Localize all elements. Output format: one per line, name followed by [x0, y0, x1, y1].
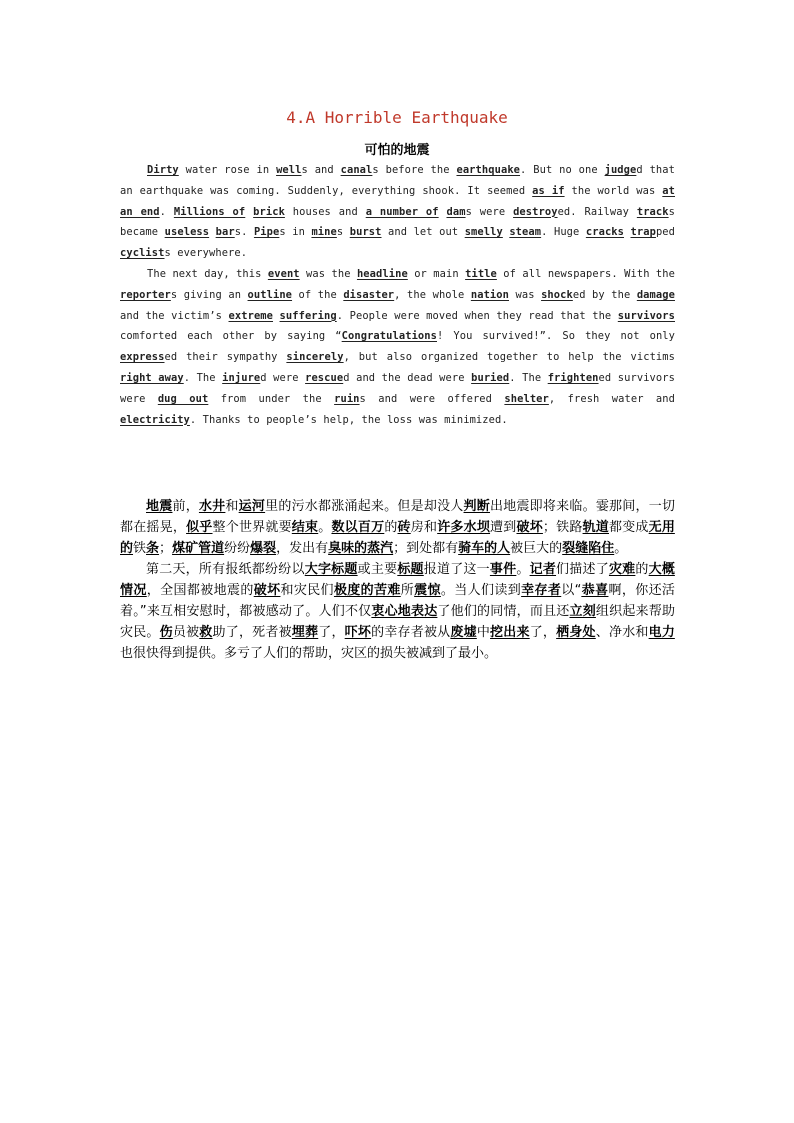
vocab-term: dug out — [157, 392, 209, 405]
vocab-term: trap — [630, 226, 656, 239]
text-run: ；铁路 — [542, 520, 583, 535]
text-run: 铁 — [133, 541, 147, 556]
text-run: 也很快得到提供。多亏了人们的帮助，灾区的损失被减到了最小。 — [120, 646, 498, 661]
vocab-term: event — [267, 267, 300, 280]
text-run: was — [509, 288, 542, 301]
vocab-term: sincerely — [286, 351, 344, 364]
text-run: water rose in — [178, 164, 277, 176]
vocab-term: ruin — [334, 392, 360, 405]
vocab-term: outline — [247, 288, 293, 301]
vocab-term: 破坏 — [253, 583, 281, 598]
text-run: . — [159, 205, 174, 218]
text-run: 整个世界就要 — [212, 520, 292, 535]
vocab-term: 震惊 — [414, 583, 441, 598]
text-run: ，全国都被地震的 — [146, 583, 254, 598]
text-run: . Huge — [541, 226, 586, 239]
text-run: ed their sympathy — [164, 351, 287, 364]
vocab-term: Pipe — [253, 226, 280, 239]
vocab-term: track — [636, 205, 669, 218]
text-run: 。 — [614, 541, 628, 556]
vocab-term: survivors — [617, 309, 675, 322]
vocab-term: 运河 — [238, 499, 266, 514]
text-run: ，你还活着。”来互相安慰时，都被感动了。人们不仅 — [120, 583, 675, 619]
vocab-term: useless — [164, 226, 210, 239]
vocab-term: 判断 — [463, 499, 490, 514]
vocab-term: 砖 — [397, 520, 411, 535]
vocab-term: 许多水坝 — [437, 520, 491, 535]
vocab-term: canal — [340, 164, 373, 176]
vocab-term: at an end — [120, 184, 676, 218]
text-run: s — [336, 226, 350, 239]
text-run: 房和 — [410, 520, 438, 535]
vocab-term: buried — [471, 371, 510, 384]
vocab-term: judge — [604, 164, 637, 176]
vocab-term: rescue — [305, 371, 344, 384]
text-run: comforted each other by saying “ — [120, 330, 342, 343]
text-run: , fresh water and — [548, 392, 675, 405]
text-run: ，发出有 — [276, 541, 329, 556]
text-run: . But no one — [520, 164, 605, 176]
text-run: or main — [407, 267, 466, 280]
vocab-term: burst — [349, 226, 382, 239]
vocab-term: 住 — [601, 541, 615, 556]
vocab-term: 数以百万 — [331, 520, 385, 535]
vocab-term: 伤 — [159, 625, 173, 640]
vocab-term: steam — [509, 226, 542, 239]
text-run: of the — [292, 288, 344, 301]
vocab-term: well — [276, 164, 302, 176]
vocab-term: 挖出来 — [490, 625, 530, 640]
english-paragraph — [120, 160, 675, 264]
text-run: s and — [301, 164, 341, 176]
vocab-term: 吓坏 — [344, 625, 372, 640]
vocab-term: 栖身处 — [556, 625, 596, 640]
text-run: 啊 — [608, 583, 622, 598]
vocab-term: damage — [636, 288, 675, 301]
vocab-term: 事件 — [489, 562, 517, 577]
vocab-term: title — [465, 267, 497, 280]
vocab-term: cracks — [585, 226, 625, 239]
text-run: 了， — [318, 625, 345, 640]
text-run: 的 — [635, 562, 649, 577]
vocab-term: 条 — [146, 541, 160, 556]
vocab-term: 爆裂 — [250, 541, 277, 556]
vocab-term: Millions of — [173, 205, 246, 218]
vocab-term: reporter — [120, 288, 171, 301]
english-passage — [120, 160, 675, 430]
text-run: 。 — [318, 520, 332, 535]
vocab-term: right away — [120, 371, 184, 384]
vocab-term: 破坏 — [516, 520, 543, 535]
vocab-term: 轨道 — [582, 520, 609, 535]
text-run: ped — [655, 226, 676, 239]
text-run: 所 — [400, 583, 415, 598]
vocab-term: suffering — [279, 309, 337, 322]
text-run: . The — [509, 371, 548, 384]
text-run: s became — [120, 205, 675, 239]
vocab-term: 立刻 — [569, 604, 596, 619]
text-run: s. — [234, 226, 254, 239]
text-run — [245, 206, 253, 218]
text-run: 、净水和 — [595, 625, 649, 640]
vocab-term: extreme — [228, 309, 274, 322]
page-title: 4.A Horrible Earthquake — [286, 108, 508, 127]
vocab-term: 水井 — [198, 499, 226, 514]
vocab-term: 记者 — [529, 562, 557, 577]
text-run: ed. Railway — [557, 205, 637, 218]
text-run: s giving an — [170, 288, 248, 301]
vocab-term: 大概情况 — [120, 562, 675, 598]
text-run: The next day, this — [147, 267, 268, 280]
vocab-term: smelly — [464, 226, 503, 239]
text-run: d that an earthquake was coming. Suddenly, everything shook. It seemed — [120, 164, 675, 197]
vocab-term: 恭喜 — [581, 583, 609, 598]
text-run: 第二天，所有报纸都纷纷以 — [146, 562, 305, 577]
text-run: 报道了这一 — [423, 562, 490, 577]
text-run: 都变成 — [609, 520, 649, 535]
text-run: d were — [260, 371, 306, 384]
vocab-term: brick — [253, 205, 285, 218]
text-run: and the victim’s — [120, 309, 229, 322]
vocab-term: earthquake — [456, 164, 521, 176]
text-run: s and were offered — [359, 392, 505, 405]
text-run: 员被 — [172, 625, 200, 640]
vocab-term: express — [120, 351, 165, 364]
chinese-paragraph — [120, 559, 675, 664]
text-run: s before the — [372, 164, 457, 176]
vocab-term: 衷心地表达 — [371, 604, 438, 619]
vocab-term: 标题 — [397, 562, 424, 577]
text-run: 了他们的同情，而且还 — [437, 604, 570, 619]
vocab-term: 极度的苦难 — [333, 583, 401, 598]
text-run: ； — [159, 541, 173, 556]
text-run: 出地震即将来临。霎那间，一切都在摇晃， — [120, 499, 675, 535]
vocab-term: electricity — [120, 413, 190, 426]
chinese-paragraph — [120, 496, 675, 559]
text-run: 和 — [225, 499, 239, 514]
text-run: . Thanks to people’s help, the loss was minimized. — [189, 413, 508, 426]
text-run: . People were moved when they read that the — [336, 309, 618, 322]
vocab-term: frighten — [547, 371, 599, 384]
text-run: . The — [183, 371, 223, 384]
vocab-term: as if — [532, 184, 565, 197]
text-run: 里的污水都涨涌起来。但是却没人 — [265, 499, 464, 514]
text-run: d and the dead were — [343, 371, 472, 384]
vocab-term: 煤矿管道 — [172, 541, 225, 556]
vocab-term: shelter — [504, 392, 549, 405]
vocab-term: 无用的 — [120, 520, 675, 556]
text-run: 了， — [529, 625, 557, 640]
vocab-term: destroy — [513, 205, 558, 218]
vocab-term: nation — [470, 288, 509, 301]
text-run: of all newspapers. With the — [496, 267, 675, 280]
text-run: and let out — [381, 226, 465, 239]
text-run: from under the — [208, 392, 335, 405]
text-run: 被巨大的 — [510, 541, 563, 556]
text-run: 。当人们读到 — [440, 583, 522, 598]
text-run: 纷纷 — [224, 541, 251, 556]
text-run: 和灾民们 — [280, 583, 334, 598]
text-run: , the whole — [394, 288, 471, 301]
vocab-term: 臭味的蒸汽 — [328, 541, 394, 556]
vocab-term: 结束 — [291, 520, 319, 535]
text-run: ed by the — [572, 288, 637, 301]
vocab-term: Congratulations — [341, 330, 437, 343]
text-run: 的幸存者被从 — [371, 625, 451, 640]
vocab-term: Dirty — [147, 164, 179, 176]
vocab-term: 似乎 — [186, 520, 213, 535]
vocab-term: bar — [215, 226, 235, 239]
vocab-term: shock — [541, 288, 573, 301]
text-run: s were — [465, 205, 514, 218]
vocab-term: 埋葬 — [291, 625, 319, 640]
vocab-term: 裂缝 — [562, 541, 589, 556]
vocab-term: 地震 — [146, 499, 173, 514]
text-run: 以“ — [561, 583, 582, 598]
vocab-term: injure — [222, 371, 261, 384]
text-run: ；到处都有 — [393, 541, 459, 556]
vocab-term: dam — [446, 205, 466, 218]
vocab-term: 救 — [199, 625, 213, 640]
text-run: 组织起来帮助灾民。 — [120, 604, 675, 640]
text-run: ! You survived!”. So they not only — [437, 330, 676, 343]
vocab-term: 大字标题 — [304, 562, 358, 577]
vocab-term: disaster — [343, 288, 395, 301]
text-run: 中 — [476, 625, 491, 640]
text-run: s everywhere. — [164, 247, 248, 260]
text-run: 的 — [384, 520, 398, 535]
vocab-term: 废墟 — [450, 625, 477, 640]
page-subtitle: 可怕的地震 — [364, 143, 430, 158]
vocab-term: a number of — [365, 205, 439, 218]
text-run: 前， — [172, 499, 199, 514]
english-paragraph — [120, 264, 675, 430]
chinese-passage — [120, 496, 675, 664]
vocab-term: mine — [311, 226, 337, 239]
text-run: houses and — [284, 205, 366, 218]
text-run: 们描述了 — [556, 562, 609, 577]
vocab-term: headline — [356, 267, 408, 280]
text-run: 助了，死者被 — [212, 625, 292, 640]
vocab-term: 陷 — [588, 541, 602, 556]
text-run: ed survivors were — [120, 371, 675, 405]
text-run: , but also organized together to help the victims — [343, 351, 675, 364]
text-run: the world was — [564, 184, 663, 197]
text-run: s in — [279, 226, 312, 239]
text-run: was the — [299, 267, 357, 280]
text-run: 。 — [516, 562, 530, 577]
vocab-term: 幸存者 — [521, 583, 562, 598]
vocab-term: 电力 — [648, 625, 675, 640]
text-run: 或主要 — [357, 562, 398, 577]
vocab-term: 灾难 — [608, 562, 636, 577]
text-run: 遭到 — [490, 520, 517, 535]
vocab-term: cyclist — [120, 247, 165, 260]
vocab-term: 骑车的人 — [458, 541, 511, 556]
